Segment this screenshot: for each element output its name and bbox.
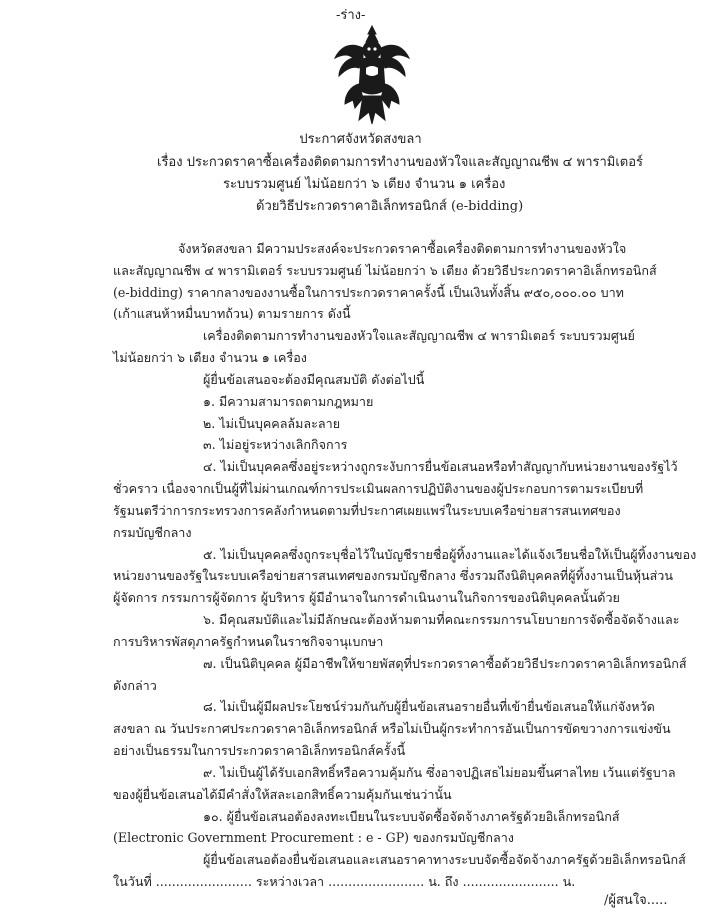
subject-line-2: ระบบรวมศูนย์ ไม่น้อยกว่า ๖ เตียง จำนวน ๑ เครื่อง <box>223 177 506 192</box>
qualification-4: กรมบัญชีกลาง <box>113 524 192 540</box>
qualification-4: ชั่วคราว เนื่องจากเป็นผู้ที่ไม่ผ่านเกณฑ์การประเมินผลการปฏิบัติงานของผู้ประกอบการตามระเบียบที่ <box>113 481 644 497</box>
intro-line: และสัญญาณชีพ ๔ พารามิเตอร์ ระบบรวมศูนย์ ไม่น้อยกว่า ๖ เตียง ด้วยวิธีประกวดราคาอิเล็กทรอนิกส์ <box>113 262 657 278</box>
draft-mark: -ร่าง- <box>336 8 366 23</box>
qualification-10: ๑๐. ผู้ยื่นข้อเสนอต้องลงทะเบียนในระบบจัดซื้อจัดจ้างภาครัฐด้วยอิเล็กทรอนิกส์ <box>203 808 620 824</box>
qualification-9: ๙. ไม่เป็นผู้ได้รับเอกสิทธิ์หรือความคุ้มกัน ซึ่งอาจปฏิเสธไม่ยอมขึ้นศาลไทย เว้นแต่รัฐบาล <box>203 764 676 780</box>
qualification-3: ๓. ไม่อยู่ระหว่างเลิกกิจการ <box>203 437 348 453</box>
intro-line: จังหวัดสงขลา มีความประสงค์จะประกวดราคาซื้อเครื่องติดตามการทำงานของหัวใจ <box>178 241 627 256</box>
qualification-5: หน่วยงานของรัฐในระบบเครือข่ายสารสนเทศของกรมบัญชีกลาง ซึ่งรวมถึงนิติบุคคลที่ผู้ทิ้งงานเป็นหุ้นส่วน <box>113 568 673 584</box>
qualification-5: ผู้จัดการ กรรมการผู้จัดการ ผู้บริหาร ผู้มีอำนาจในการดำเนินงานในกิจการของนิติบุคคลนั้นด้วย <box>113 590 620 606</box>
qualification-5: ๕. ไม่เป็นบุคคลซึ่งถูกระบุชื่อไว้ในบัญชีรายชื่อผู้ทิ้งงานและได้แจ้งเวียนชื่อให้เป็นผู้ทิ้งงานของ <box>203 546 697 562</box>
qualifications-title: ผู้ยื่นข้อเสนอจะต้องมีคุณสมบัติ ดังต่อไปนี้ <box>203 371 425 387</box>
item-line: เครื่องติดตามการทำงานของหัวใจและสัญญาณชีพ ๔ พารามิเตอร์ ระบบรวมศูนย์ <box>203 328 635 344</box>
qualification-1: ๑. มีความสามารถตามกฎหมาย <box>203 393 374 409</box>
qualification-9: ของผู้ยื่นข้อเสนอได้มีคำสั่งให้สละเอกสิทธิ์ความคุ้มกันเช่นว่านั้น <box>113 786 452 802</box>
intro-line: (เก้าแสนห้าหมื่นบาทถ้วน) ตามรายการ ดังนี้ <box>113 306 351 322</box>
continued-marker: /ผู้สนใจ..... <box>604 893 668 908</box>
qualification-7: ดังกล่าว <box>113 677 157 693</box>
qualification-8: สงขลา ณ วันประกาศประกวดราคาอิเล็กทรอนิกส์ หรือไม่เป็นผู้กระทำการอันเป็นการขัดขวางการแข่งขัน <box>113 721 671 737</box>
item-line: ไม่น้อยกว่า ๖ เตียง จำนวน ๑ เครื่อง <box>113 350 307 366</box>
qualification-7: ๗. เป็นนิติบุคคล ผู้มีอาชีพให้ขายพัสดุที่ประกวดราคาซื้อด้วยวิธีประกวดราคาอิเล็กทรอนิกส์ <box>203 655 687 671</box>
qualification-2: ๒. ไม่เป็นบุคคลล้มละลาย <box>203 415 341 431</box>
qualification-6: ๖. มีคุณสมบัติและไม่มีลักษณะต้องห้ามตามที่คณะกรรมการนโยบายการจัดซื้อจัดจ้างและ <box>203 612 680 628</box>
qualification-8: ๘. ไม่เป็นผู้มีผลประโยชน์ร่วมกันกับผู้ยื่นข้อเสนอรายอื่นที่เข้ายื่นข้อเสนอให้แก่จังหวัด <box>203 699 655 715</box>
qualification-8: อย่างเป็นธรรมในการประกวดราคาอิเล็กทรอนิกส์ครั้งนี้ <box>113 743 406 759</box>
procurement-method: ด้วยวิธีประกวดราคาอิเล็กทรอนิกส์ (e-bidding) <box>256 199 524 214</box>
garuda-emblem <box>333 24 411 128</box>
submission-line: ในวันที่ ........................ ระหว่างเวลา ........................ น. ถึง ........................ น. <box>113 874 576 889</box>
qualification-4: รัฐมนตรีว่าการกระทรวงการคลังกำหนดตามที่ประกาศเผยแพร่ในระบบเครือข่ายสารสนเทศของ <box>113 502 621 518</box>
qualification-6: การบริหารพัสดุภาครัฐกำหนดในราชกิจจานุเบกษา <box>113 633 384 649</box>
intro-line: (e-bidding) ราคากลางของงานซื้อในการประกวดราคาครั้งนี้ เป็นเงินทั้งสิ้น ๙๕๐,๐๐๐.๐๐ บาท <box>113 284 624 300</box>
qualification-4: ๔. ไม่เป็นบุคคลซึ่งอยู่ระหว่างถูกระงับการยื่นข้อเสนอหรือทำสัญญากับหน่วยงานของรัฐไว้ <box>203 459 678 475</box>
issuer-heading: ประกาศจังหวัดสงขลา <box>299 132 422 147</box>
subject-line: เรื่อง ประกวดราคาซื้อเครื่องติดตามการทำงานของหัวใจและสัญญาณชีพ ๔ พารามิเตอร์ <box>157 155 644 170</box>
qualification-10: (Electronic Government Procurement : e - GP) ของกรมบัญชีกลาง <box>113 830 514 846</box>
submission-line: ผู้ยื่นข้อเสนอต้องยื่นข้อเสนอและเสนอราคาทางระบบจัดซื้อจัดจ้างภาครัฐด้วยอิเล็กทรอนิกส์ <box>203 852 686 868</box>
